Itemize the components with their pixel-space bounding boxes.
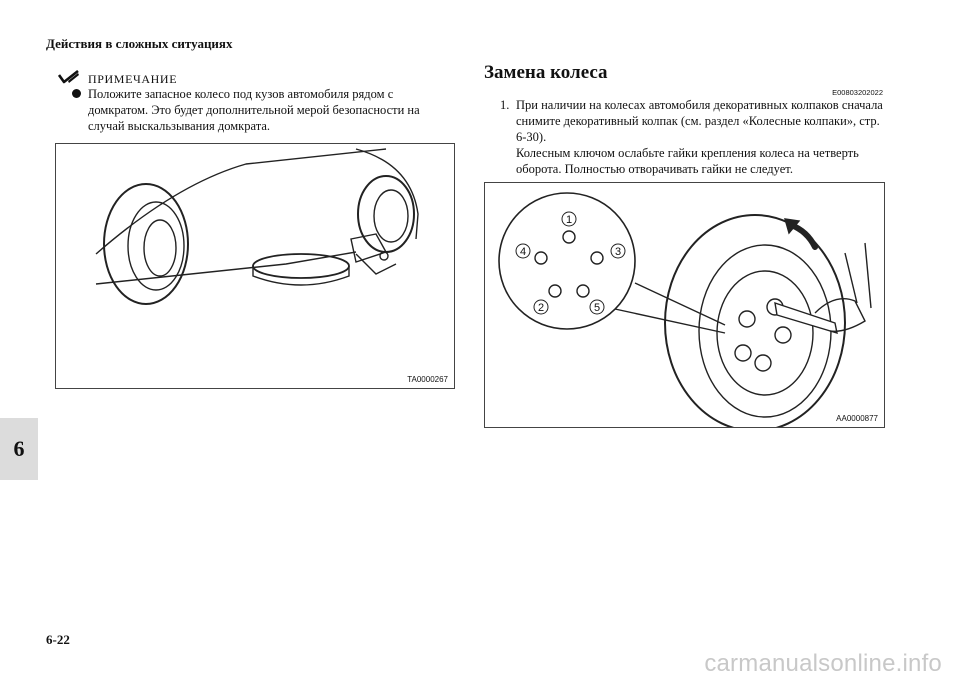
spare-wheel-illustration — [55, 143, 455, 389]
section-code: E00803202022 — [832, 88, 883, 97]
figure-code: AA0000877 — [836, 414, 878, 423]
running-header: Действия в сложных ситуациях — [46, 36, 233, 51]
section-title: Замена колеса — [484, 62, 608, 83]
step-number: 1. — [500, 98, 510, 112]
callout-2: 2 — [537, 302, 545, 314]
note-label: ПРИМЕЧАНИЕ — [88, 71, 178, 86]
note-body — [72, 86, 452, 134]
figure-code: TA0000267 — [407, 375, 448, 384]
callout-5: 5 — [593, 302, 601, 314]
step-text-hubcap: При наличии на колесах автомобиля декоративных колпаков сначала снимите декоративный колпак (см. раздел «Колесные колпаки», стр. 6-30). — [516, 98, 883, 144]
wheel-nut-drawing — [485, 183, 884, 427]
step-text-loosen: Колесным ключом ослабьте гайки крепления колеса на четверть оборота. Полностью отворачивать гайки не следует. — [516, 146, 859, 176]
callout-1: 1 — [565, 214, 573, 226]
chapter-number: 6 — [13, 436, 25, 461]
car-jack-drawing — [56, 144, 454, 388]
watermark: carmanualsonline.info — [704, 650, 942, 677]
lug-nut-illustration — [484, 182, 885, 428]
callout-3: 3 — [614, 246, 622, 258]
chapter-tab — [0, 418, 38, 480]
step-1 — [500, 97, 892, 177]
note-text: Положите запасное колесо под кузов автомобиля рядом с домкратом. Это будет дополнительной мерой безопасности на случай выскальзывания домкрата. — [88, 87, 420, 133]
bullet-icon — [72, 89, 81, 98]
page-number: 6-22 — [46, 632, 70, 647]
callout-4: 4 — [519, 246, 527, 258]
